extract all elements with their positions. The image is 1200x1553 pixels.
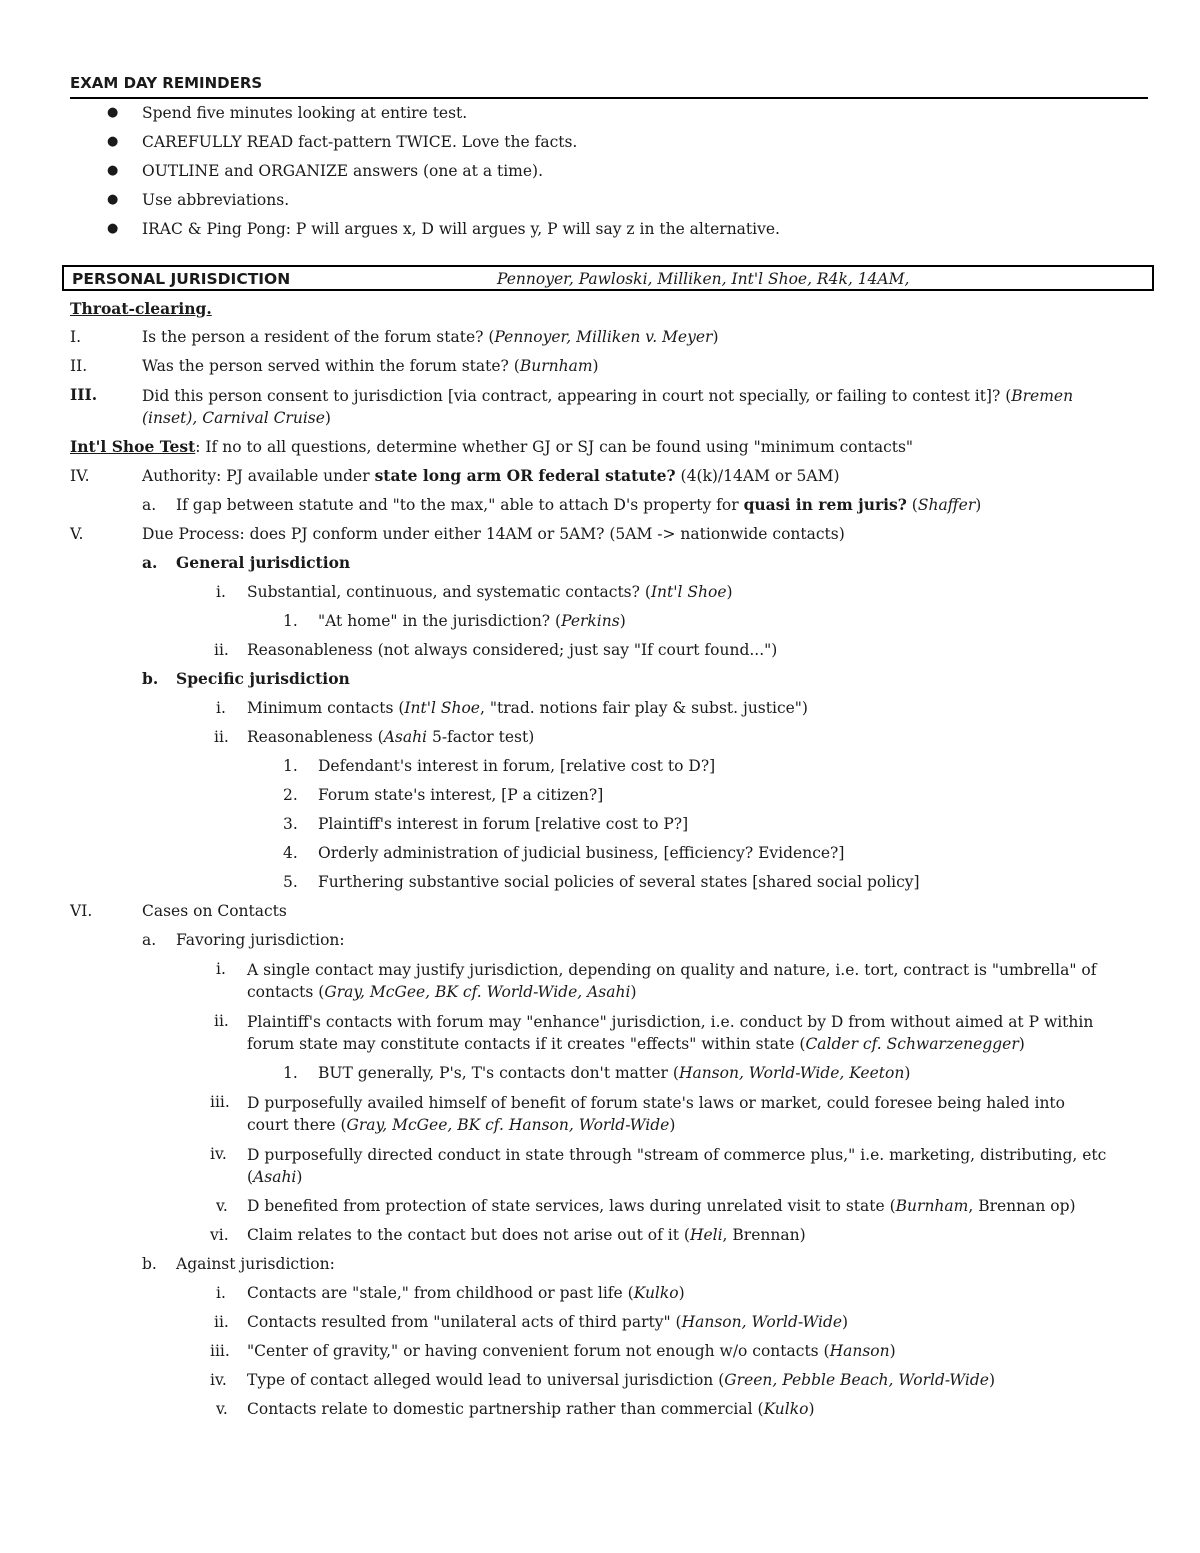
item-text: D purposefully directed conduct in state through "stream of commerce plus," i.e. marketing, distributing, etc (Asahi) xyxy=(247,1146,1107,1186)
reminder-item xyxy=(70,132,1148,161)
item-marker: 1. xyxy=(283,1064,298,1082)
item-text: Authority: PJ available under state long arm OR federal statute? (4(k)/14AM or 5AM) xyxy=(142,466,840,485)
item-text: Type of contact alleged would lead to universal jurisdiction (Green, Pebble Beach, World-Wide) xyxy=(247,1371,996,1389)
reminder-text: Use abbreviations. xyxy=(142,191,290,209)
outline-item-Vb xyxy=(70,669,1148,698)
item-text: Plaintiff's interest in forum [relative cost to P?] xyxy=(318,815,689,833)
item-marker: b. xyxy=(142,669,159,688)
item-marker: i. xyxy=(216,583,226,601)
outline-item-VIa-iv xyxy=(70,1144,1148,1196)
factor-item xyxy=(70,756,1148,785)
factor-item xyxy=(70,785,1148,814)
reminder-text: CAREFULLY READ fact-pattern TWICE. Love the facts. xyxy=(142,133,578,151)
bullet-icon: ● xyxy=(107,163,119,178)
factor-item xyxy=(70,814,1148,843)
item-marker: 2. xyxy=(283,786,298,804)
reminder-item xyxy=(70,161,1148,190)
outline-item-VIa-ii-1 xyxy=(70,1063,1148,1092)
item-marker: iv. xyxy=(210,1371,227,1389)
bullet-icon: ● xyxy=(107,221,119,236)
pj-header-box xyxy=(62,265,1154,291)
outline-item-Va-i xyxy=(70,582,1148,611)
reminder-item xyxy=(70,219,1148,248)
item-text: Favoring jurisdiction: xyxy=(176,931,345,949)
outline-item-VIa-i xyxy=(70,959,1148,1011)
item-marker: i. xyxy=(216,699,226,717)
item-marker: ii. xyxy=(214,728,229,746)
item-marker: II. xyxy=(70,357,88,375)
item-marker: vi. xyxy=(210,1226,229,1244)
item-marker: v. xyxy=(216,1400,228,1418)
item-marker: 3. xyxy=(283,815,298,833)
outline-item-VIa-vi xyxy=(70,1225,1148,1254)
item-text: D purposefully availed himself of benefit of forum state's laws or market, could foresee being haled into court there (Gray, McGee, BK cf. Hanson, World-Wide) xyxy=(247,1094,1065,1134)
outline-item-II xyxy=(70,356,1148,385)
against-item xyxy=(70,1283,1148,1312)
bullet-icon: ● xyxy=(107,105,119,120)
item-text: BUT generally, P's, T's contacts don't matter (Hanson, World-Wide, Keeton) xyxy=(318,1064,911,1082)
outline-item-I xyxy=(70,327,1148,356)
throat-clearing-label: Throat-clearing. xyxy=(70,299,212,318)
throat-clearing-heading xyxy=(70,299,1148,327)
against-item xyxy=(70,1399,1148,1428)
item-text: D benefited from protection of state services, laws during unrelated visit to state (Burnham, Brennan op) xyxy=(247,1197,1076,1215)
factor-item xyxy=(70,843,1148,872)
bullet-icon: ● xyxy=(107,134,119,149)
reminder-text: OUTLINE and ORGANIZE answers (one at a time). xyxy=(142,162,544,180)
against-item xyxy=(70,1370,1148,1399)
item-text: Claim relates to the contact but does not arise out of it (Heli, Brennan) xyxy=(247,1226,806,1244)
intl-shoe-test-text: : If no to all questions, determine whether GJ or SJ can be found using "minimum contacts" xyxy=(195,438,914,456)
item-text: Orderly administration of judicial business, [efficiency? Evidence?] xyxy=(318,844,845,862)
outline-item-Vb-i xyxy=(70,698,1148,727)
item-marker: iv. xyxy=(210,1145,227,1163)
bullet-icon: ● xyxy=(107,192,119,207)
outline-item-VIb xyxy=(70,1254,1148,1283)
item-text: If gap between statute and "to the max," able to attach D's property for quasi in rem juris? (Shaffer) xyxy=(176,495,982,514)
item-text: Defendant's interest in forum, [relative cost to D?] xyxy=(318,757,716,775)
item-text: "Center of gravity," or having convenient forum not enough w/o contacts (Hanson) xyxy=(247,1342,896,1360)
factor-item xyxy=(70,872,1148,901)
item-marker: III. xyxy=(70,385,98,404)
outline-item-VIa-v xyxy=(70,1196,1148,1225)
outline-item-III xyxy=(70,385,1148,437)
item-text: Furthering substantive social policies of several states [shared social policy] xyxy=(318,873,920,891)
against-item xyxy=(70,1312,1148,1341)
item-marker: I. xyxy=(70,328,82,346)
item-text: Plaintiff's contacts with forum may "enhance" jurisdiction, i.e. conduct by D from without aimed at P within forum state may constitute contacts if it creates "effects" within state (Calder cf. Schwarzenegger) xyxy=(247,1013,1094,1053)
item-marker: i. xyxy=(216,1284,226,1302)
reminder-text: Spend five minutes looking at entire test. xyxy=(142,104,468,122)
intl-shoe-test-label: Int'l Shoe Test xyxy=(70,437,196,456)
item-text: Cases on Contacts xyxy=(142,902,287,920)
item-marker: a. xyxy=(142,553,158,572)
item-text: Contacts resulted from "unilateral acts of third party" (Hanson, World-Wide) xyxy=(247,1313,849,1331)
item-marker: V. xyxy=(70,525,84,543)
against-item xyxy=(70,1341,1148,1370)
item-text: General jurisdiction xyxy=(176,553,351,572)
item-text: Minimum contacts (Int'l Shoe, "trad. notions fair play & subst. justice") xyxy=(247,699,808,717)
item-marker: ii. xyxy=(214,641,229,659)
reminder-text: IRAC & Ping Pong: P will argues x, D will argues y, P will say z in the alternative. xyxy=(142,220,780,238)
outline-item-IV xyxy=(70,466,1148,495)
item-marker: a. xyxy=(142,496,157,514)
item-text: Contacts are "stale," from childhood or past life (Kulko) xyxy=(247,1284,685,1302)
outline-item-VIa-ii xyxy=(70,1011,1148,1063)
item-marker: VI. xyxy=(70,902,93,920)
intl-shoe-test-line xyxy=(70,437,1148,466)
item-marker: 1. xyxy=(283,757,298,775)
reminder-item xyxy=(70,190,1148,219)
outline-item-VIa xyxy=(70,930,1148,959)
item-text: Reasonableness (Asahi 5-factor test) xyxy=(247,728,535,746)
item-marker: ii. xyxy=(214,1012,229,1030)
item-marker: ii. xyxy=(214,1313,229,1331)
outline-item-IVa xyxy=(70,495,1148,524)
outline-item-Va xyxy=(70,553,1148,582)
item-text: Contacts relate to domestic partnership rather than commercial (Kulko) xyxy=(247,1400,815,1418)
item-text: Specific jurisdiction xyxy=(176,669,350,688)
item-text: Due Process: does PJ conform under either 14AM or 5AM? (5AM -> nationwide contacts) xyxy=(142,525,845,543)
item-marker: b. xyxy=(142,1255,157,1273)
outline-item-VI xyxy=(70,901,1148,930)
reminders-heading: EXAM DAY REMINDERS xyxy=(70,74,263,92)
item-text: A single contact may justify jurisdiction, depending on quality and nature, i.e. tort, contract is "umbrella" of contacts (Gray, McGee, BK cf. World-Wide, Asahi) xyxy=(247,961,1097,1001)
pj-title: PERSONAL JURISDICTION xyxy=(72,270,291,288)
outline-item-Vb-ii xyxy=(70,727,1148,756)
outline-item-VIa-iii xyxy=(70,1092,1148,1144)
outline-item-V xyxy=(70,524,1148,553)
outline-item-Va-ii xyxy=(70,640,1148,669)
item-text: "At home" in the jurisdiction? (Perkins) xyxy=(318,612,626,630)
item-marker: 5. xyxy=(283,873,298,891)
item-marker: IV. xyxy=(70,467,90,485)
item-text: Was the person served within the forum state? (Burnham) xyxy=(142,357,599,375)
document-page xyxy=(70,70,1148,1428)
item-marker: 4. xyxy=(283,844,298,862)
item-marker: v. xyxy=(216,1197,228,1215)
item-text: Substantial, continuous, and systematic contacts? (Int'l Shoe) xyxy=(247,583,733,601)
item-marker: a. xyxy=(142,931,157,949)
item-marker: iii. xyxy=(210,1342,230,1360)
reminders-list xyxy=(70,103,1148,248)
pj-cases: Pennoyer, Pawloski, Milliken, Int'l Shoe, R4k, 14AM, xyxy=(497,270,910,288)
item-text: Forum state's interest, [P a citizen?] xyxy=(318,786,604,804)
item-text: Against jurisdiction: xyxy=(176,1255,335,1273)
item-marker: 1. xyxy=(283,612,298,630)
item-text: Reasonableness (not always considered; just say "If court found...") xyxy=(247,641,778,659)
item-marker: i. xyxy=(216,960,226,978)
outline-item-Va-i-1 xyxy=(70,611,1148,640)
reminder-item xyxy=(70,103,1148,132)
item-marker: iii. xyxy=(210,1093,230,1111)
item-text: Is the person a resident of the forum state? (Pennoyer, Milliken v. Meyer) xyxy=(142,328,719,346)
heading-rule xyxy=(70,97,1148,99)
item-text: Did this person consent to jurisdiction [via contract, appearing in court not specially, or failing to contest it]? (Bremen (inset), Carnival Cruise) xyxy=(142,387,1074,427)
